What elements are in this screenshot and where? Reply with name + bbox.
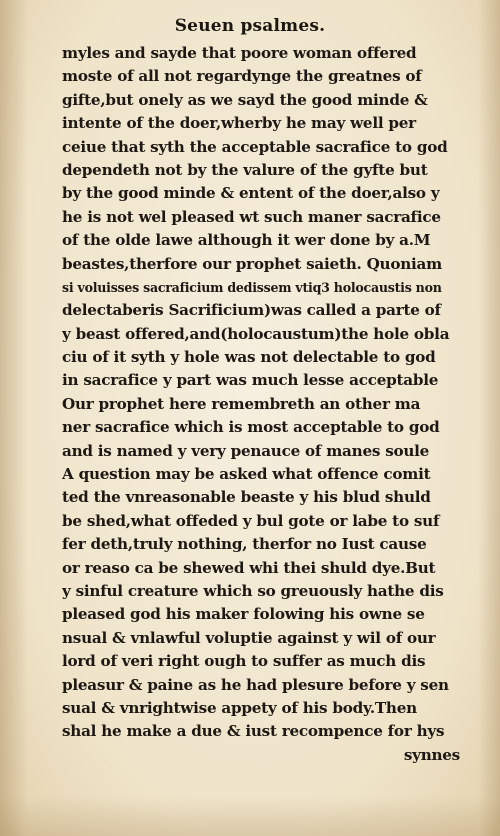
text-line: y sinful creature which so greuously hathe dis — [62, 581, 444, 600]
text-line: A question may be asked what offence comit — [62, 465, 431, 484]
text-line: beastes,therfore our prophet saieth. Quoniam — [62, 254, 442, 273]
text-line: intente of the doer,wherby he may well per — [62, 114, 416, 133]
text-line: ceiue that syth the acceptable sacrafice to god — [62, 137, 448, 156]
text-line: si voluisses sacraficium dedissem vtiq3 holocaustis non — [62, 279, 442, 295]
text-line: shal he make a due & iust recompence for hys — [62, 722, 445, 741]
text-line: pleasur & paine as he had plesure before y sen — [62, 675, 449, 694]
text-line: he is not wel pleased wt such maner sacrafice — [62, 207, 441, 226]
text-line: fer deth,truly nothing, therfor no Iust cause — [62, 535, 427, 554]
text-line: be shed,what offeded y bul gote or labe to suf — [62, 511, 440, 530]
text-line: and is named y very penauce of manes soule — [62, 441, 430, 460]
text-line: ciu of it syth y hole was not delectable to god — [62, 348, 436, 367]
text-line: nsual & vnlawful voluptie against y wil of our — [62, 628, 436, 647]
catchword: synnes — [403, 745, 460, 764]
page-edge-shading-left — [0, 0, 28, 836]
text-line: by the good minde & entent of the doer,also y — [62, 184, 440, 203]
text-line: dependeth not by the valure of the gyfte but — [62, 160, 428, 179]
text-line: y beast offered,and(holocaustum)the hole obla — [62, 324, 450, 343]
body-text — [62, 42, 482, 767]
text-line: sual & vnrightwise appety of his body.Then — [62, 698, 417, 717]
running-head: Seuen psalmes. — [174, 16, 326, 36]
text-line: moste of all not regardynge the greatnes of — [62, 67, 422, 86]
page-edge-shading-bottom — [0, 796, 500, 836]
text-line: of the olde lawe although it wer done by a.M — [62, 231, 431, 250]
text-line: ner sacrafice which is most acceptable to god — [62, 418, 440, 437]
text-line: Our prophet here remembreth an other ma — [62, 394, 421, 413]
text-line: myles and sayde that poore woman offered — [62, 44, 417, 62]
text-line: lord of veri right ough to suffer as much dis — [62, 652, 426, 671]
text-line: or reaso ca be shewed whi thei shuld dye.But — [62, 558, 436, 577]
text-line: pleased god his maker folowing his owne se — [62, 605, 425, 624]
text-line: gifte,but onely as we sayd the good minde & — [62, 90, 428, 109]
text-line: ted the vnreasonable beaste y his blud shuld — [62, 488, 431, 507]
text-line: in sacrafice y part was much lesse acceptable — [62, 371, 439, 390]
text-line: delectaberis Sacrificium)was called a parte of — [62, 301, 441, 320]
